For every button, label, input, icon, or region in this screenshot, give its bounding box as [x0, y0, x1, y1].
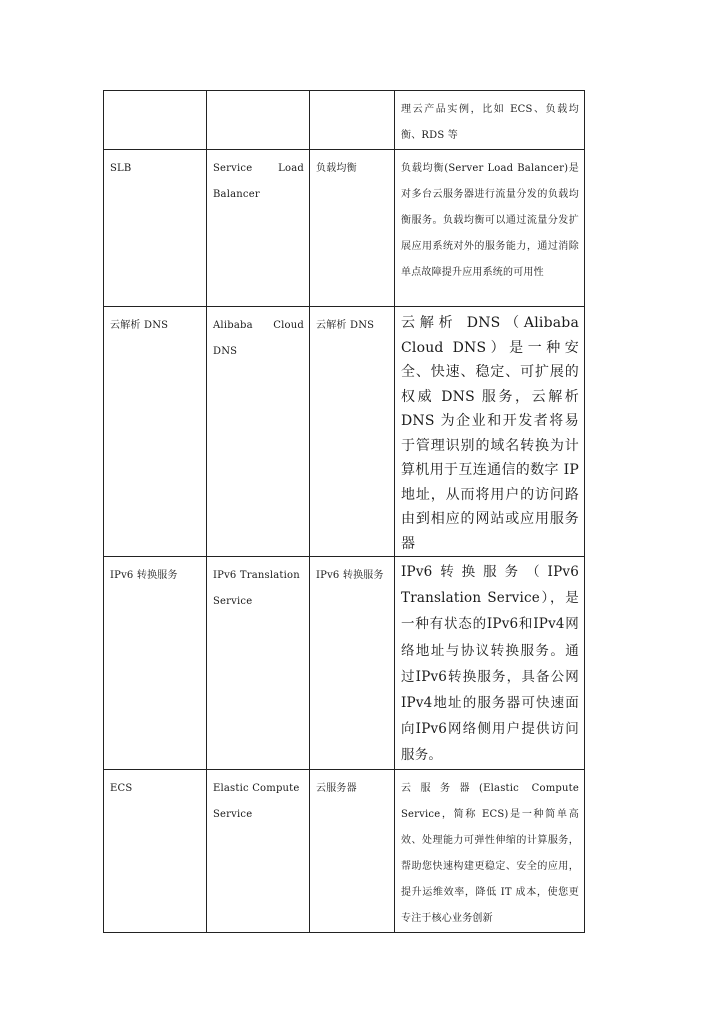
description-cell: IPv6转换服务（IPv6 Translation Service），是一种有状态的IPv6和IPv4网络地址与协议转换服务。通过IPv6转换服务，具备公网IPv4地址的服务器可快速面向IPv6网络侧用户提供访问服务。	[395, 557, 585, 770]
chinese-name-cell: 云服务器	[310, 769, 395, 932]
chinese-name-cell: 负载均衡	[310, 150, 395, 307]
table-row	[104, 769, 585, 932]
abbr-cell: ECS	[104, 769, 207, 932]
abbr-cell: IPv6 转换服务	[104, 557, 207, 770]
chinese-name-cell	[310, 91, 395, 150]
description-cell: 负载均衡(Server Load Balancer)是对多台云服务器进行流量分发的负载均衡服务。负载均衡可以通过流量分发扩展应用系统对外的服务能力，通过消除单点故障提升应用系统的可用性	[395, 150, 585, 307]
table-row	[104, 91, 585, 150]
english-name-cell: IPv6 Translation Service	[207, 557, 310, 770]
glossary-table	[103, 90, 585, 933]
english-name-cell: Elastic Compute Service	[207, 769, 310, 932]
abbr-cell: 云解析 DNS	[104, 307, 207, 557]
english-name-cell	[207, 91, 310, 150]
abbr-cell	[104, 91, 207, 150]
description-cell: 云解析 DNS（Alibaba Cloud DNS）是一种安全、快速、稳定、可扩展的权威 DNS 服务，云解析 DNS 为企业和开发者将易于管理识别的域名转换为计算机用于互连通信的数字 IP 地址，从而将用户的访问路由到相应的网站或应用服务器	[395, 307, 585, 557]
description-cell: 云服务器(Elastic Compute Service，简称 ECS)是一种简单高效、处理能力可弹性伸缩的计算服务，帮助您快速构建更稳定、安全的应用，提升运维效率，降低 IT 成本，使您更专注于核心业务创新	[395, 769, 585, 932]
table-row	[104, 557, 585, 770]
chinese-name-cell: IPv6 转换服务	[310, 557, 395, 770]
english-name-cell: Service Load Balancer	[207, 150, 310, 307]
abbr-cell: SLB	[104, 150, 207, 307]
english-name-cell: Alibaba Cloud DNS	[207, 307, 310, 557]
table-row	[104, 150, 585, 307]
description-cell: 理云产品实例，比如 ECS、负载均衡、RDS 等	[395, 91, 585, 150]
table-row	[104, 307, 585, 557]
chinese-name-cell: 云解析 DNS	[310, 307, 395, 557]
